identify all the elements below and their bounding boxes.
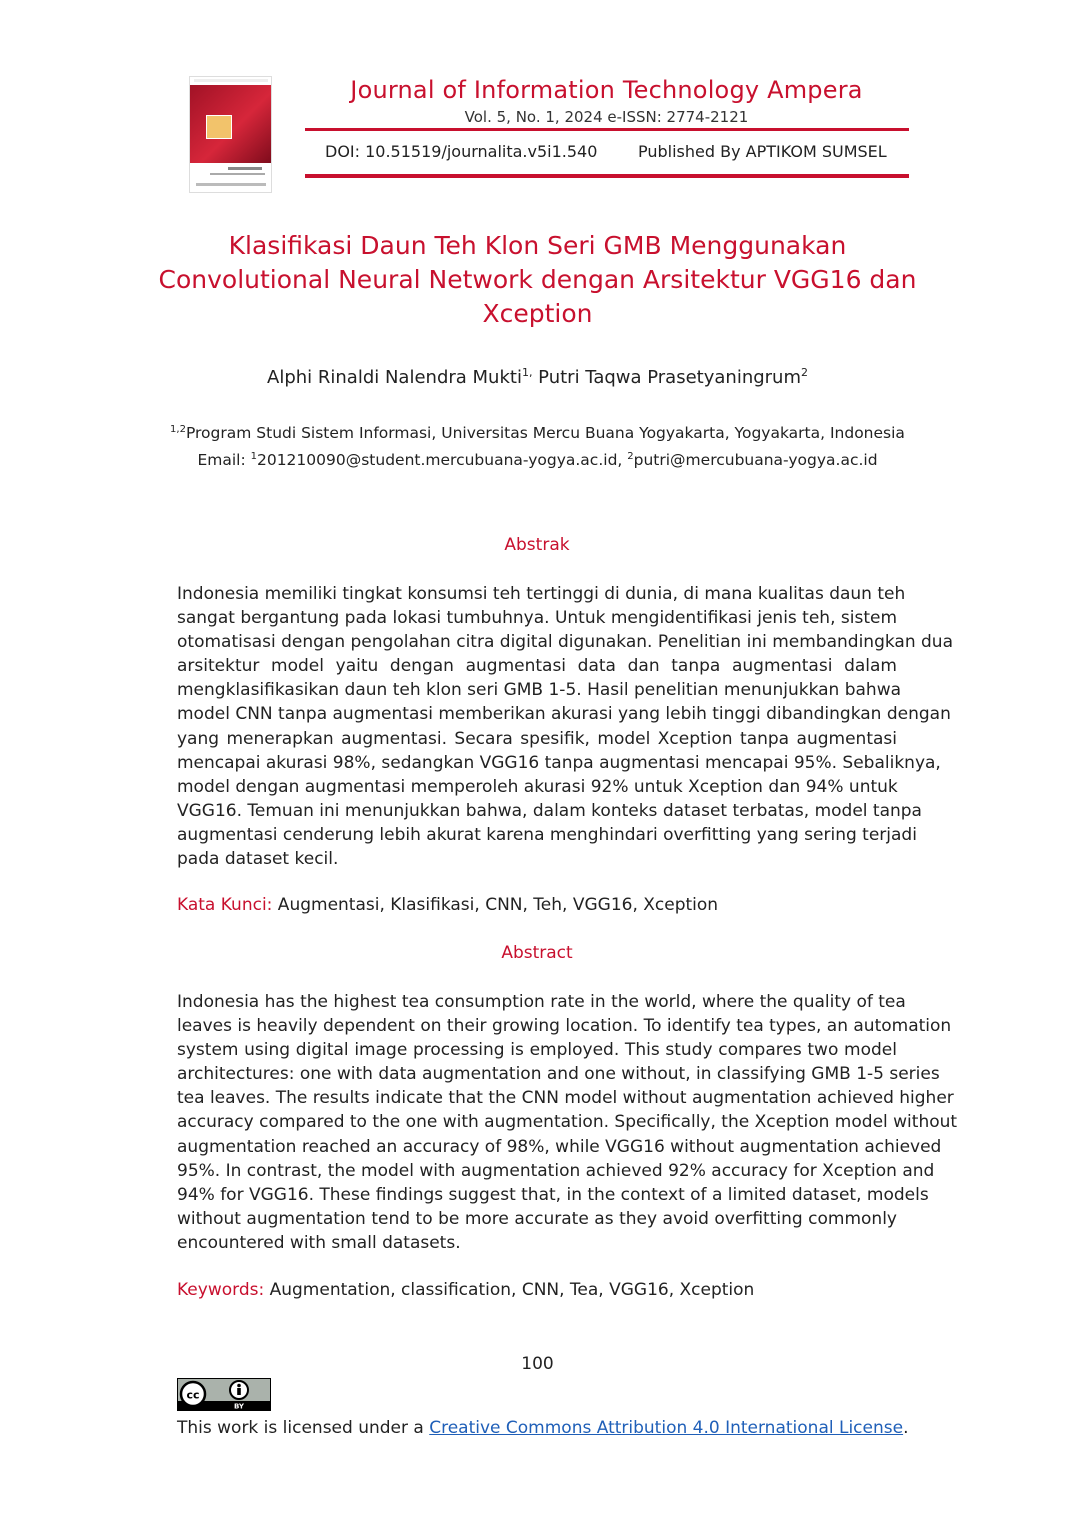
paper-title: Klasifikasi Daun Teh Klon Seri GMB Menggunakan Convolutional Neural Network dengan Arsitektur VGG16 dan Xception <box>158 231 917 328</box>
svg-text:BY: BY <box>233 1402 245 1410</box>
keywords: Keywords: Augmentation, classification, CNN, Tea, VGG16, Xception <box>177 1280 755 1300</box>
header-divider-top <box>305 128 909 131</box>
license-statement: This work is licensed under a Creative Commons Attribution 4.0 International License. <box>177 1418 909 1438</box>
journal-cover-image <box>189 76 272 193</box>
author-emails: Email: $^1$201210090@student.mercubuana-yogya.ac.id, $^2$putri@mercubuana-yogya.ac.id <box>197 451 878 470</box>
journal-volume: Vol. 5, No. 1, 2024 e-ISSN: 2774-2121 <box>464 108 749 126</box>
abstract-heading: Abstract <box>501 943 573 963</box>
affiliation: $^{1,2}$Program Studi Sistem Informasi, Universitas Mercu Buana Yogyakarta, Yogyakarta, Indonesia Email: $^1$201210090@student.mercubuana-yogya.ac.id, $^2$putri@mercubuana-yogya.ac.id <box>150 418 925 472</box>
svg-text:cc: cc <box>186 1388 200 1402</box>
abstrak-body: Indonesia memiliki tingkat konsumsi teh tertinggi di dunia, di mana kualitas daun teh sangat bergantung pada lokasi tumbuhnya. Untuk mengidentifikasi jenis teh, sistem otomatisasi dengan pengolahan citra digital digunakan. Penelitian ini membandingkan dua arsitektur model yaitu dengan augmentasi data dan tanpa augmentasi dalam mengklasifikasikan daun teh klon seri GMB 1-5. Hasil penelitian menunjukkan bahwa model CNN tanpa augmentasi memberikan akurasi yang lebih tinggi dibandingkan dengan yang menerapkan augmentasi. Secara spesifik, model Xception tanpa augmentasi mencapai akurasi 98%, sedangkan VGG16 tanpa augmentasi mencapai 95%. Sebaliknya, model dengan augmentasi memperoleh akurasi 92% untuk Xception dan 94% untuk VGG16. Temuan ini menunjukkan bahwa, dalam konteks dataset terbatas, model tanpa augmentasi cenderung lebih akurat karena menghindari overfitting yang sering terjadi pada dataset kecil. <box>177 584 953 870</box>
kata-kunci: Kata Kunci: Augmentasi, Klasifikasi, CNN, Teh, VGG16, Xception <box>177 895 719 915</box>
cc-by-license-icon <box>177 1378 271 1411</box>
header-divider-bottom <box>305 174 909 178</box>
author-name: Putri Taqwa Prasetyaningrum <box>532 367 801 388</box>
abstract-body: Indonesia has the highest tea consumption rate in the world, where the quality of tea leaves is heavily dependent on their growing location. To identify tea types, an automation system using digital image processing is employed. This study compares two model architectures: one with data augmentation and one without, in classifying GMB 1-5 series tea leaves. The results indicate that the CNN model without augmentation achieved higher accuracy compared to the one with augmentation. Specifically, the Xception model without augmentation reached an accuracy of 98%, while VGG16 without augmentation achieved 95%. In contrast, the model with augmentation achieved 92% accuracy for Xception and 94% for VGG16. These findings suggest that, in the context of a limited dataset, models without augmentation tend to be more accurate as they avoid overfitting commonly encountered with small datasets. <box>177 992 958 1253</box>
journal-title: Journal of Information Technology Ampera <box>350 76 863 104</box>
doi: DOI: 10.51519/journalita.v5i1.540 <box>325 142 598 161</box>
authors: Alphi Rinaldi Nalendra Mukti$^{1,}$ Putri Taqwa Prasetyaningrum$^2$ <box>267 366 808 388</box>
abstrak-heading: Abstrak <box>504 535 570 555</box>
author-name: Alphi Rinaldi Nalendra Mukti <box>267 367 522 388</box>
license-link[interactable]: Creative Commons Attribution 4.0 International License <box>429 1418 904 1438</box>
publisher: Published By APTIKOM SUMSEL <box>638 142 887 161</box>
page-number: 100 <box>521 1354 554 1374</box>
